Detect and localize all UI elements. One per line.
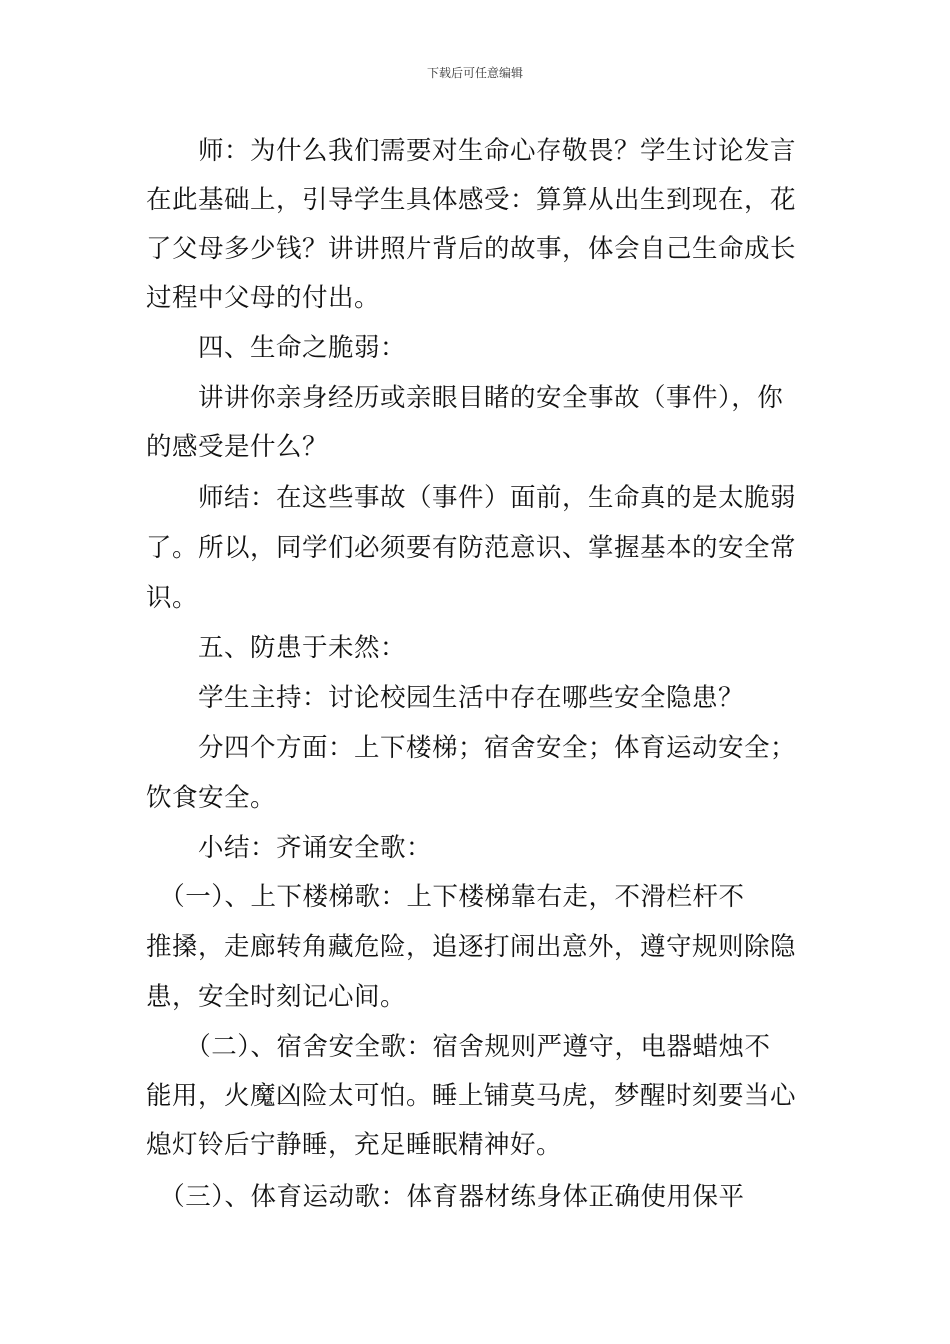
text-line: 过程中父母的付出。 (146, 283, 381, 313)
section-heading: 五、防患于未然： (146, 633, 407, 663)
text-line: 了父母多少钱？讲讲照片背后的故事，体会自己生命成长 (146, 234, 797, 264)
text-line: 讲讲你亲身经历或亲眼目睹的安全事故（事件），你 (146, 383, 784, 413)
text-line: （二）、宿舍安全歌：宿舍规则严遵守，电器蜡烛不 (146, 1032, 771, 1062)
text-line: 饮食安全。 (146, 783, 277, 813)
text-line: 识。 (146, 583, 199, 613)
text-line: 学生主持：讨论校园生活中存在哪些安全隐患？ (146, 683, 745, 713)
text-line: 小结：齐诵安全歌： (146, 833, 433, 863)
text-line: （三）、体育运动歌：体育器材练身体正确使用保平 (146, 1182, 745, 1212)
text-line: 能用，火魔凶险太可怕。睡上铺莫马虎，梦醒时刻要当心 (146, 1081, 797, 1111)
text-line: 在此基础上，引导学生具体感受：算算从出生到现在，花 (146, 185, 797, 215)
text-line: 熄灯铃后宁静睡，充足睡眠精神好。 (146, 1130, 563, 1160)
text-line: （一）、上下楼梯歌：上下楼梯靠右走，不滑栏杆不 (146, 882, 745, 912)
text-line: 推搡，走廊转角藏危险，追逐打闹出意外，遵守规则除隐 (146, 932, 797, 962)
text-line: 分四个方面：上下楼梯；宿舍安全；体育运动安全； (146, 733, 797, 763)
section-heading: 四、生命之脆弱： (146, 333, 407, 363)
page-header: 下载后可任意编辑 (426, 66, 523, 80)
text-line: 患，安全时刻记心间。 (146, 982, 407, 1012)
text-line: 了。所以，同学们必须要有防范意识、掌握基本的安全常 (146, 533, 797, 563)
text-line: 师结：在这些事故（事件）面前，生命真的是太脆弱 (146, 483, 797, 513)
text-line: 的感受是什么？ (146, 432, 329, 462)
text-line: 师：为什么我们需要对生命心存敬畏？学生讨论发言 (146, 136, 797, 166)
